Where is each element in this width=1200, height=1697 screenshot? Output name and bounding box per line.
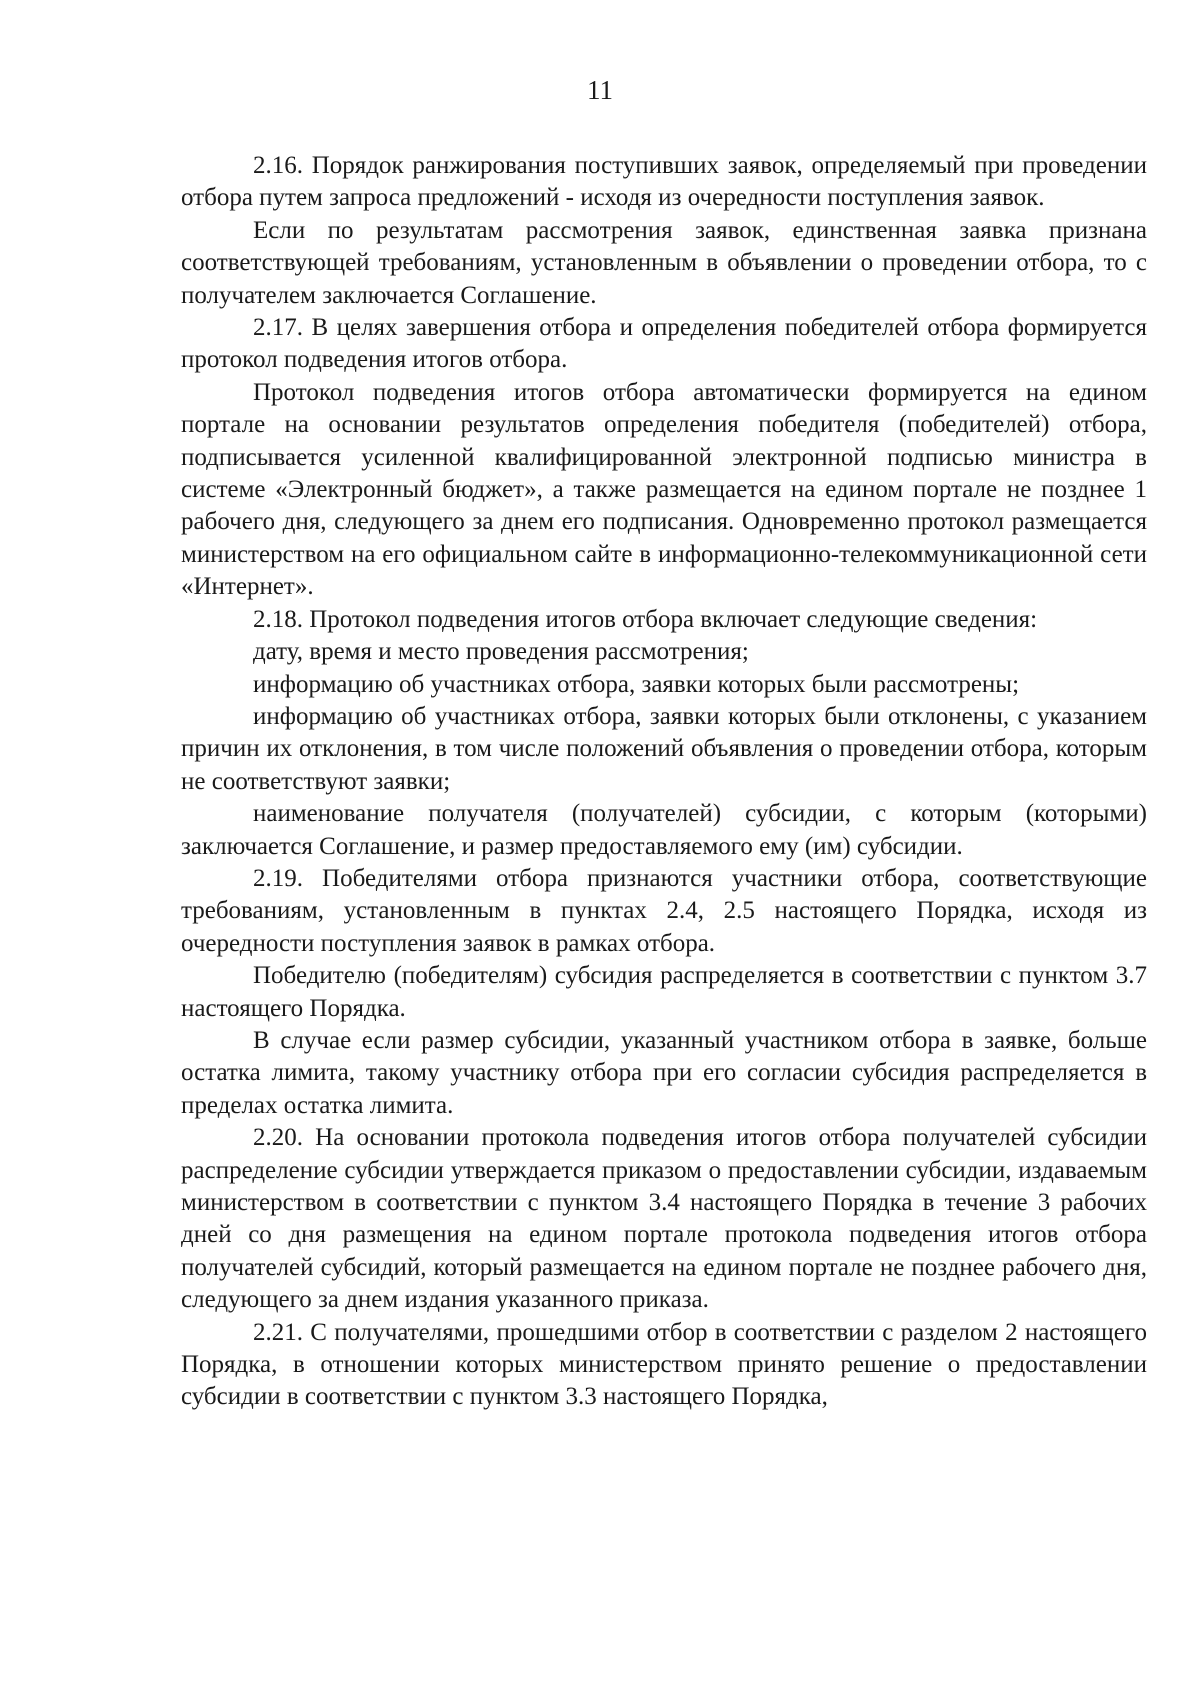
paragraph-2-18: 2.18. Протокол подведения итогов отбора включает следующие сведения: xyxy=(253,605,1038,633)
document-body xyxy=(181,150,1147,1414)
list-item-reviewed-participants: информацию об участниках отбора, заявки которых были рассмотрены; xyxy=(253,670,1020,698)
paragraph-single-application: Если по результатам рассмотрения заявок, единственная заявка признана соответствующей требованиям, установленным в объявлении о проведении отбора, то с получателем заключается Соглашение. xyxy=(181,216,1147,309)
list-item-rejected-participants: информацию об участниках отбора, заявки которых были отклонены, с указанием причин их отклонения, в том числе положений объявления о проведении отбора, которым не соответствуют заявки; xyxy=(181,702,1147,795)
paragraph-protocol-formation: Протокол подведения итогов отбора автоматически формируется на едином портале на основании результатов определения победителя (победителей) отбора, подписывается усиленной квалифицированной электронной подписью министра в системе «Электронный бюджет», а также размещается на едином портале не позднее 1 рабочего дня, следующего за днем его подписания. Одновременно протокол размещается министерством на его официальном сайте в информационно-телекоммуникационной сети «Интернет». xyxy=(181,378,1147,601)
list-item-date-time-place: дату, время и место проведения рассмотрения; xyxy=(253,638,749,666)
paragraph-2-20: 2.20. На основании протокола подведения итогов отбора получателей субсидии распределение субсидии утверждается приказом о предоставлении субсидии, издаваемым министерством в соответствии с пунктом 3.4 настоящего Порядка в течение 3 рабочих дней со дня размещения на едином портале протокола подведения итогов отбора получателей субсидий, который размещается на едином портале не позднее рабочего дня, следующего за днем издания указанного приказа. xyxy=(181,1124,1147,1314)
list-item-recipient-name: наименование получателя (получателей) субсидии, с которым (которыми) заключается Соглашение, и размер предоставляемого ему (им) субсидии. xyxy=(181,800,1147,860)
paragraph-2-19: 2.19. Победителями отбора признаются участники отбора, соответствующие требованиям, установленным в пунктах 2.4, 2.5 настоящего Порядка, исходя из очередности поступления заявок в рамках отбора. xyxy=(181,864,1147,957)
paragraph-2-21: 2.21. С получателями, прошедшими отбор в соответствии с разделом 2 настоящего Порядка, в отношении которых министерством принято решение о предоставлении субсидии в соответствии с пунктом 3.3 настоящего Порядка, xyxy=(181,1318,1147,1411)
page-number: 11 xyxy=(587,75,613,105)
paragraph-2-16: 2.16. Порядок ранжирования поступивших заявок, определяемый при проведении отбора путем запроса предложений - исходя из очередности поступления заявок. xyxy=(181,152,1147,212)
paragraph-2-17: 2.17. В целях завершения отбора и определения победителей отбора формируется протокол подведения итогов отбора. xyxy=(181,314,1147,374)
paragraph-limit-remainder: В случае если размер субсидии, указанный участником отбора в заявке, больше остатка лимита, такому участнику отбора при его согласии субсидия распределяется в пределах остатка лимита. xyxy=(181,1026,1147,1119)
paragraph-winner-distribution: Победителю (победителям) субсидия распределяется в соответствии с пунктом 3.7 настоящего Порядка. xyxy=(181,962,1147,1022)
